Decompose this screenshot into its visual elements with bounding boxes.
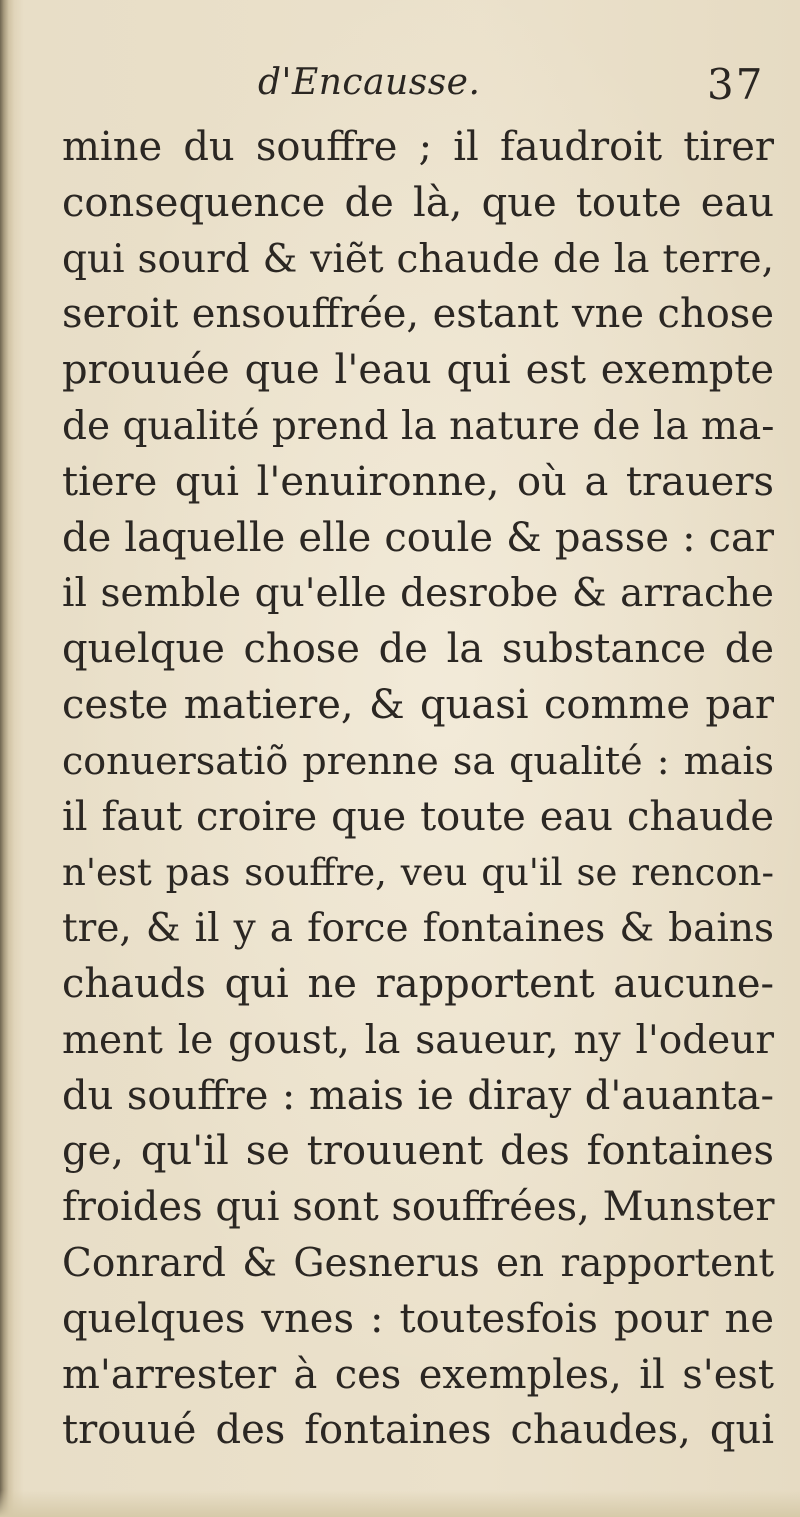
text-line: n'est pas souffre, veu qu'il se rencon-	[62, 851, 774, 895]
text-line: ceste matiere, & quasi comme par	[62, 681, 774, 728]
text-line: tre, & il y a force fontaines & bains	[62, 906, 774, 952]
text-line: froides qui sont souffrées, Munster	[62, 1184, 775, 1231]
binding-edge	[0, 0, 14, 1517]
text-line: ment le goust, la saueur, ny l'odeur	[62, 1017, 774, 1063]
body-text	[62, 120, 774, 1459]
text-line: trouué des fontaines chaudes, qui	[62, 1407, 774, 1454]
text-line: de qualité prend la nature de la ma-	[62, 403, 775, 449]
text-line: qui sourd & viẽt chaude de la terre,	[62, 236, 774, 282]
text-line: quelques vnes : toutesfois pour ne	[62, 1295, 774, 1342]
text-line: Conrard & Gesnerus en rapportent	[62, 1240, 774, 1286]
text-line: ge, qu'il se trouuent des fontaines	[62, 1128, 774, 1175]
text-line: il faut croire que toute eau chaude	[62, 793, 774, 840]
text-line: de laquelle elle coule & passe : car	[62, 514, 774, 561]
text-line: m'arrester à ces exemples, il s'est	[62, 1351, 774, 1398]
text-line: conuersatiõ prenne sa qualité : mais	[62, 738, 774, 783]
text-line: il semble qu'elle desrobe & arrache	[62, 571, 774, 617]
text-line: consequence de là, que toute eau	[62, 179, 774, 226]
text-line: prouuée que l'eau qui est exempte	[62, 347, 774, 394]
text-line: du souffre : mais ie diray d'auanta-	[62, 1072, 774, 1119]
text-line: chauds qui ne rapportent aucune-	[62, 960, 774, 1007]
text-line: seroit ensouffrée, estant vne chose	[62, 291, 774, 338]
page-number: 37	[707, 60, 765, 109]
text-line: tiere qui l'enuironne, où a trauers	[62, 458, 774, 505]
text-line: mine du souffre ; il faudroit tirer	[62, 124, 774, 170]
running-head: d'Encausse.	[258, 62, 481, 103]
text-line: quelque chose de la substance de	[62, 626, 774, 673]
page-bottom-shade	[0, 1490, 800, 1517]
